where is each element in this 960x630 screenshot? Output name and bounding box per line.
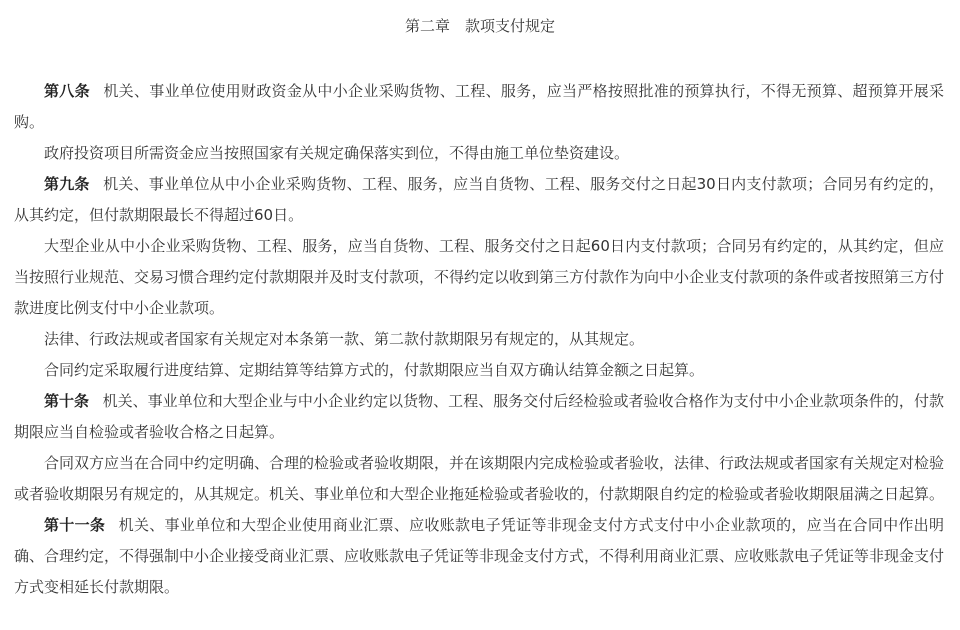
paragraph-article-9 <box>14 169 944 231</box>
paragraph <box>14 231 944 324</box>
paragraph-article-11 <box>14 510 944 603</box>
paragraph-text: 机关、事业单位使用财政资金从中小企业采购货物、工程、服务，应当严格按照批准的预算执行，不得无预算、超预算开展采购。 <box>14 82 944 131</box>
paragraph-text: 大型企业从中小企业采购货物、工程、服务，应当自货物、工程、服务交付之日起60日内支付款项；合同另有约定的，从其约定，但应当按照行业规范、交易习惯合理约定付款期限并及时支付款项，不得约定以收到第三方付款作为向中小企业支付款项的条件或者按照第三方付款进度比例支付中小企业款项。 <box>14 237 945 317</box>
paragraph-text: 机关、事业单位和大型企业与中小企业约定以货物、工程、服务交付后经检验或者验收合格作为支付中小企业款项条件的，付款期限应当自检验或者验收合格之日起算。 <box>14 392 944 441</box>
article-number: 第十条 <box>44 392 90 410</box>
paragraph-text: 合同约定采取履行进度结算、定期结算等结算方式的，付款期限应当自双方确认结算金额之日起算。 <box>44 361 705 379</box>
paragraph-text: 政府投资项目所需资金应当按照国家有关规定确保落实到位，不得由施工单位垫资建设。 <box>44 144 630 162</box>
paragraph <box>14 448 944 510</box>
article-number: 第十一条 <box>44 516 106 534</box>
article-number: 第九条 <box>44 175 90 193</box>
paragraph <box>14 355 944 386</box>
chapter-title: 第二章 款项支付规定 <box>404 17 555 35</box>
paragraph-text: 法律、行政法规或者国家有关规定对本条第一款、第二款付款期限另有规定的，从其规定。 <box>44 330 645 348</box>
paragraph <box>14 138 944 169</box>
paragraph-text: 合同双方应当在合同中约定明确、合理的检验或者验收期限，并在该期限内完成检验或者验收，法律、行政法规或者国家有关规定对检验或者验收期限另有规定的，从其规定。机关、事业单位和大型企业拖延检验或者验收的，付款期限自约定的检验或者验收期限届满之日起算。 <box>14 454 945 503</box>
paragraph-article-10 <box>14 386 944 448</box>
paragraph-text: 机关、事业单位和大型企业使用商业汇票、应收账款电子凭证等非现金支付方式支付中小企业款项的，应当在合同中作出明确、合理约定，不得强制中小企业接受商业汇票、应收账款电子凭证等非现金支付方式，不得利用商业汇票、应收账款电子凭证等非现金支付方式变相延长付款期限。 <box>14 516 945 596</box>
paragraph-text: 机关、事业单位从中小企业采购货物、工程、服务，应当自货物、工程、服务交付之日起30日内支付款项；合同另有约定的，从其约定，但付款期限最长不得超过60日。 <box>14 175 944 224</box>
paragraph <box>14 324 944 355</box>
document-body <box>14 76 944 603</box>
paragraph-article-8 <box>14 76 944 138</box>
article-number: 第八条 <box>44 82 90 100</box>
